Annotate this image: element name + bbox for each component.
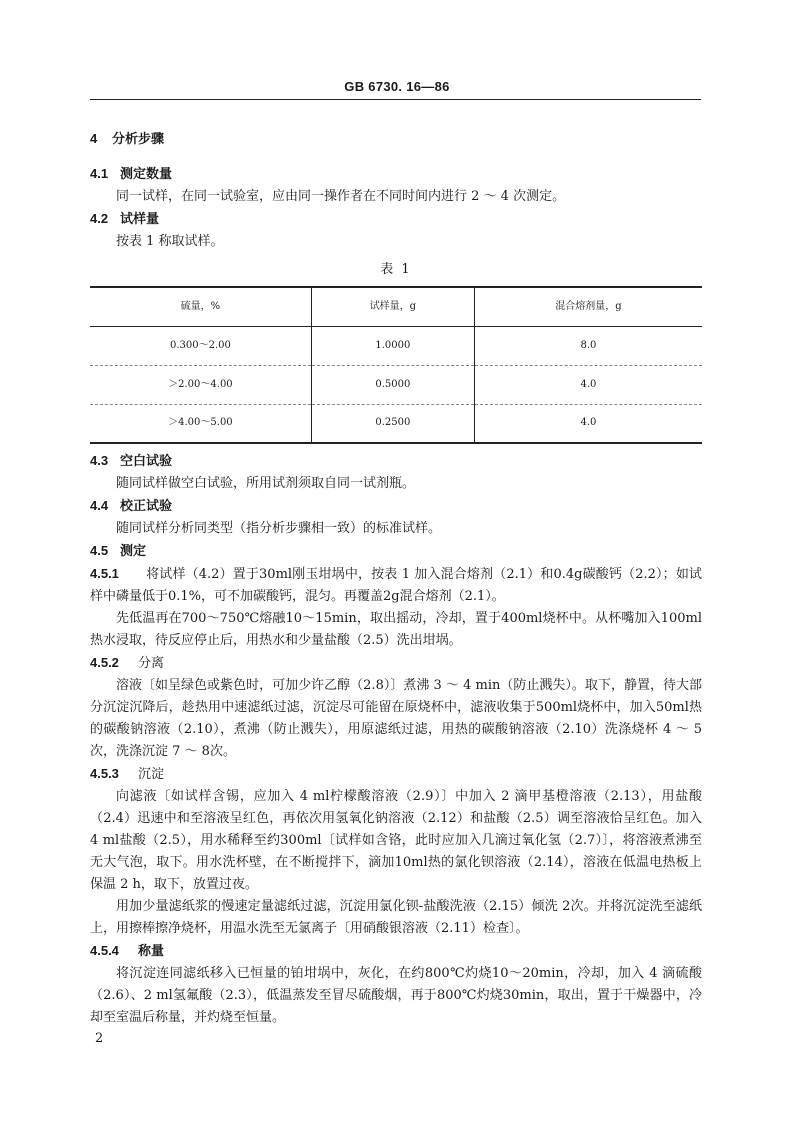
table-row [90,404,702,443]
table-caption: 表 1 [380,262,412,277]
section-title: 测定数量 [120,167,173,182]
table-cell: 8.0 [474,326,702,365]
section-4-5-4-para-1: 将沉淀连同滤纸移入已恒量的铂坩埚中，灰化，在约800℃灼烧10～20min，冷却，加入 4 滴硫酸（2.6）、2 ml氢氟酸（2.3），低温蒸发至冒尽硫酸烟，再于800℃灼烧30min，取出，置于干燥器中，冷却至室温后称量，并灼烧至恒量。 [90,966,702,1025]
section-title: 测定 [120,544,147,559]
section-title: 沉淀 [138,767,165,782]
table-cell: 4.0 [474,365,702,404]
page-header: GB 6730. 16—86 [344,79,450,94]
section-number: 4.5.4 [90,943,119,958]
section-4-2-text: 按表 1 称取试样。 [116,234,224,249]
table-cell: 0.5000 [311,365,474,404]
section-title: 称量 [138,944,165,959]
table-row [90,365,702,404]
section-4-1-text: 同一试样，在同一试验室，应由同一操作者在不同时间内进行 2 ～ 4 次测定。 [116,189,566,204]
section-4-5-3-para-2: 用加少量滤纸浆的慢速定量滤纸过滤，沉淀用氯化钡-盐酸洗液（2.15）倾洗 2次。并将沉淀洗至滤纸上，用擦棒擦净烧杯，用温水洗至无氯离子〔用硝酸银溶液（2.11）检查〕。 [90,899,702,936]
column-header-flux-mass: 混合熔剂量，g [474,287,702,326]
header-rule [90,99,701,100]
section-4-5-1-para-2: 先低温再在700～750℃熔融10～15min，取出摇动，冷却，置于400ml烧杯中。从杯嘴加入100ml热水浸取，待反应停止后，用热水和少量盐酸（2.5）洗出坩埚。 [90,611,702,648]
document-body [90,128,702,1029]
page-number: 2 [95,1031,104,1046]
section-title: 分析步骤 [112,132,165,147]
column-header-sample-mass: 试样量，g [311,287,474,326]
table-header-row [90,287,702,326]
section-4-3-text: 随同试样做空白试验，所用试剂须取自同一试剂瓶。 [116,476,416,491]
section-number: 4.5.1 [90,566,119,581]
section-4-heading [90,128,702,151]
section-title: 分离 [138,656,165,671]
table-cell: ＞2.00～4.00 [90,365,311,404]
section-4-5-2-para-1: 溶液〔如呈绿色或紫色时，可加少许乙醇（2.8）〕煮沸 3 ～ 4 min（防止溅失）。取下，静置，待大部分沉淀沉降后，趁热用中速滤纸过滤，沉淀尽可能留在原烧杯中，滤液收集于500ml烧杯中，加入50ml热的碳酸钠溶液（2.10），煮沸（防止溅失），用原滤纸过滤，用热的碳酸钠溶液（2.10）洗涤烧杯 4 ～ 5次，洗涤沉淀 7 ～ 8次。 [90,678,702,759]
section-4-4-text: 随同试样分析同类型（指分析步骤相一致）的标准试样。 [116,521,442,536]
section-number: 4.5.3 [90,766,119,781]
section-number: 4.2 [90,211,109,226]
section-number: 4.1 [90,166,109,181]
table-1 [90,286,702,444]
section-4-5-4-heading [90,940,702,963]
section-4-5-3-para-1: 向滤液〔如试样含锡，应加入 4 ml柠檬酸溶液（2.9）〕中加入 2 滴甲基橙溶液（2.13），用盐酸（2.4）迅速中和至溶液呈红色，再依次用氢氧化钠溶液（2.12）和盐酸（2.5）调至溶液恰呈红色。加入 4 ml盐酸（2.5），用水稀释至约300ml〔试样如含铬，此时应加入几滴过氧化氢（2.7）〕，将溶液煮沸至无大气泡，取下。用水洗杯壁，在不断搅拌下，滴加10ml热的氯化钡溶液（2.14），溶液在低温电热板上保温 2 h，取下，放置过夜。 [90,789,702,892]
section-number: 4 [90,131,98,146]
section-4-5-2-heading [90,652,702,675]
section-4-4-heading [90,495,702,518]
section-number: 4.5.2 [90,655,119,670]
section-4-5-heading [90,540,702,563]
section-number: 4.5 [90,543,109,558]
table-cell: 0.2500 [311,404,474,443]
section-4-5-1-para-1 [90,563,702,608]
section-title: 校正试验 [120,499,173,514]
section-number: 4.4 [90,498,109,513]
table-cell: 0.300～2.00 [90,326,311,365]
table-cell: 1.0000 [311,326,474,365]
column-header-sulfur: 硫量，% [90,287,311,326]
section-title: 空白试验 [120,454,173,469]
section-4-2-heading [90,208,702,231]
section-4-1-heading [90,163,702,186]
section-4-3-heading [90,450,702,473]
section-title: 试样量 [120,212,160,227]
section-number: 4.3 [90,453,109,468]
table-row [90,326,702,365]
paragraph-text: 将试样（4.2）置于30ml刚玉坩埚中，按表 1 加入混合熔剂（2.1）和0.4g碳酸钙（2.2）；如试样中磷量低于0.1%，可不加碳酸钙，混匀。再覆盖2g混合熔剂（2.1）。 [90,567,702,604]
section-4-5-3-heading [90,763,702,786]
table-cell: ＞4.00～5.00 [90,404,311,443]
table-cell: 4.0 [474,404,702,443]
